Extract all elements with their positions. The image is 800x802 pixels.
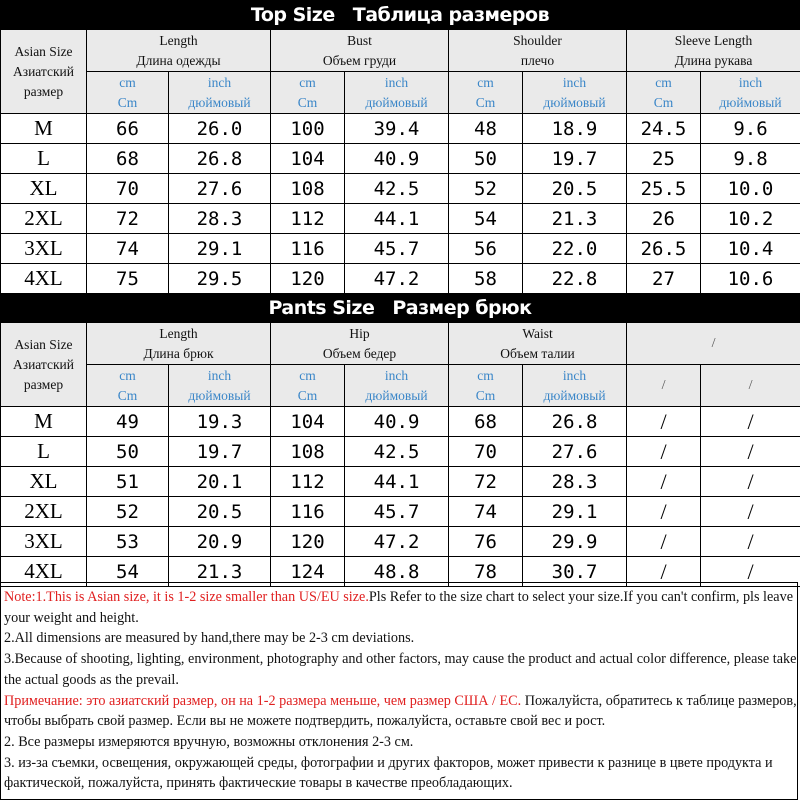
hip-header: Hip Объем бедер <box>271 323 449 365</box>
table-row: M 66 26.0 100 39.4 48 18.9 24.5 9.6 <box>1 114 800 144</box>
sleeve-length-header: Sleeve Length Длина рукава <box>627 30 800 72</box>
pants-size-banner <box>0 293 800 324</box>
table-row: L 50 19.7 108 42.5 70 27.6 / / <box>1 437 800 467</box>
note-en-1: Note:1.This is Asian size, it is 1-2 size smaller than US/EU size.Pls Refer to the size chart to select your size.If you can't confirm, pls leave your weight and height. <box>4 589 793 626</box>
size-header: Asian Size Азиатский размер <box>1 30 87 114</box>
top-size-banner <box>0 0 800 31</box>
size-header: Asian Size Азиатский размер <box>1 323 87 407</box>
table-row: 4XL 75 29.5 120 47.2 58 22.8 27 10.6 <box>1 264 800 294</box>
notes-box <box>0 582 798 800</box>
length-header: Length Длина одежды <box>87 30 271 72</box>
length-header: Length Длина брюк <box>87 323 271 365</box>
note-ru-1: Примечание: это азиатский размер, он на 1-2 размера меньше, чем размер США / ЕС. Пожалуйста, обратитесь к таблице размеров, чтобы выбрать свой размер. Если вы не можете подтвердить, пожалуйста, оставьте свой вес и рост. <box>4 692 797 730</box>
unit-row: cm Cm inch дюймовый cm Cm inch дюймовый cm Cm inch дюймовый / / <box>1 365 800 407</box>
empty-column-header: / <box>627 323 800 365</box>
table-row: L 68 26.8 104 40.9 50 19.7 25 9.8 <box>1 144 800 174</box>
bust-header: Bust Объем груди <box>271 30 449 72</box>
note-en-2: 2.All dimensions are measured by hand,there may be 2-3 cm deviations. <box>4 630 415 647</box>
table-row: 2XL 72 28.3 112 44.1 54 21.3 26 10.2 <box>1 204 800 234</box>
pants-size-title-en: Pants Size <box>268 297 375 319</box>
note-en-3: 3.Because of shooting, lighting, environment, photography and other factors, may cause the product and actual color difference, please take the actual goods as the prevail. <box>4 651 797 688</box>
table-row: 2XL 52 20.5 116 45.7 74 29.1 / / <box>1 497 800 527</box>
table-row: XL 70 27.6 108 42.5 52 20.5 25.5 10.0 <box>1 174 800 204</box>
waist-header: Waist Объем талии <box>449 323 627 365</box>
top-size-table <box>0 29 800 294</box>
table-row: 4XL 54 21.3 124 48.8 78 30.7 / / <box>1 557 800 587</box>
top-size-title-ru: Таблица размеров <box>352 4 550 26</box>
table-row: M 49 19.3 104 40.9 68 26.8 / / <box>1 407 800 437</box>
pants-size-table <box>0 322 800 587</box>
shoulder-header: Shoulder плечо <box>449 30 627 72</box>
note-ru-2: 2. Все размеры измеряются вручную, возможны отклонения 2-3 см. <box>4 733 414 750</box>
table-row: 3XL 53 20.9 120 47.2 76 29.9 / / <box>1 527 800 557</box>
top-size-title-en: Top Size <box>250 4 335 26</box>
note-ru-3: 3. из-за съемки, освещения, окружающей среды, фотографии и других факторов, может привести к разнице в цвете продукта и фактической, пожалуйста, принять фактические товары в качестве преобладающих. <box>4 754 773 792</box>
table-row: XL 51 20.1 112 44.1 72 28.3 / / <box>1 467 800 497</box>
table-row: 3XL 74 29.1 116 45.7 56 22.0 26.5 10.4 <box>1 234 800 264</box>
unit-row: cm Cm inch дюймовый cm Cm inch дюймовый cm Cm inch дюймовый cm Cm inch дюймовый <box>1 72 800 114</box>
pants-size-title-ru: Размер брюк <box>392 297 532 319</box>
